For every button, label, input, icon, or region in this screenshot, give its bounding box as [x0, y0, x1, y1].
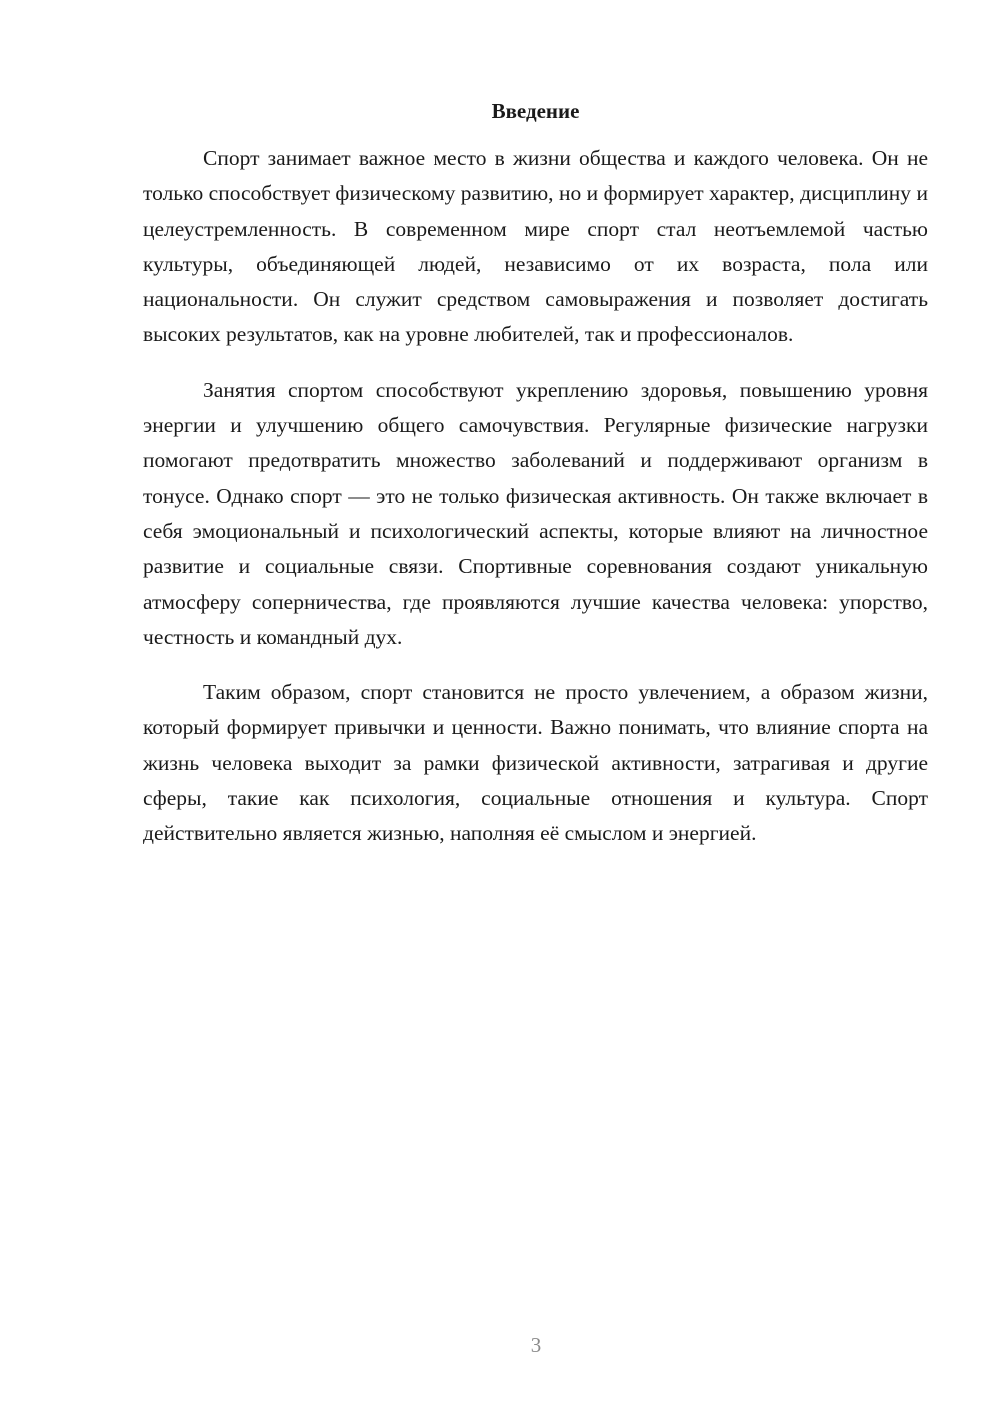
paragraph-2: Занятия спортом способствуют укреплению здоровья, повышению уровня энергии и улучшению общего самочувствия. Регулярные физические нагрузки помогают предотвратить множество заболеваний и поддерживают организм в тонусе. Однако спорт — это не только физическая активность. Он также включает в себя эмоциональный и психологический аспекты, которые влияют на личностное развитие и социальные связи. Спортивные соревнования создают уникальную атмосферу соперничества, где проявляются лучшие качества человека: упорство, честность и командный дух.: [143, 377, 928, 649]
paragraph-1: Спорт занимает важное место в жизни общества и каждого человека. Он не только способствует физическому развитию, но и формирует характер, дисциплину и целеустремленность. В современном мире спорт стал неотъемлемой частью культуры, объединяющей людей, независимо от их возраста, пола или национальности. Он служит средством самовыражения и позволяет достигать высоких результатов, как на уровне любителей, так и профессионалов.: [143, 146, 928, 347]
paragraph-3: Таким образом, спорт становится не просто увлечением, а образом жизни, который формирует привычки и ценности. Важно понимать, что влияние спорта на жизнь человека выходит за рамки физической активности, затрагивая и другие сферы, такие как психология, социальные отношения и культура. Спорт действительно является жизнью, наполняя её смыслом и энергией.: [143, 680, 928, 846]
section-heading: Введение: [491, 99, 580, 123]
page-content: [143, 96, 928, 852]
page-number: 3: [530, 1333, 542, 1357]
